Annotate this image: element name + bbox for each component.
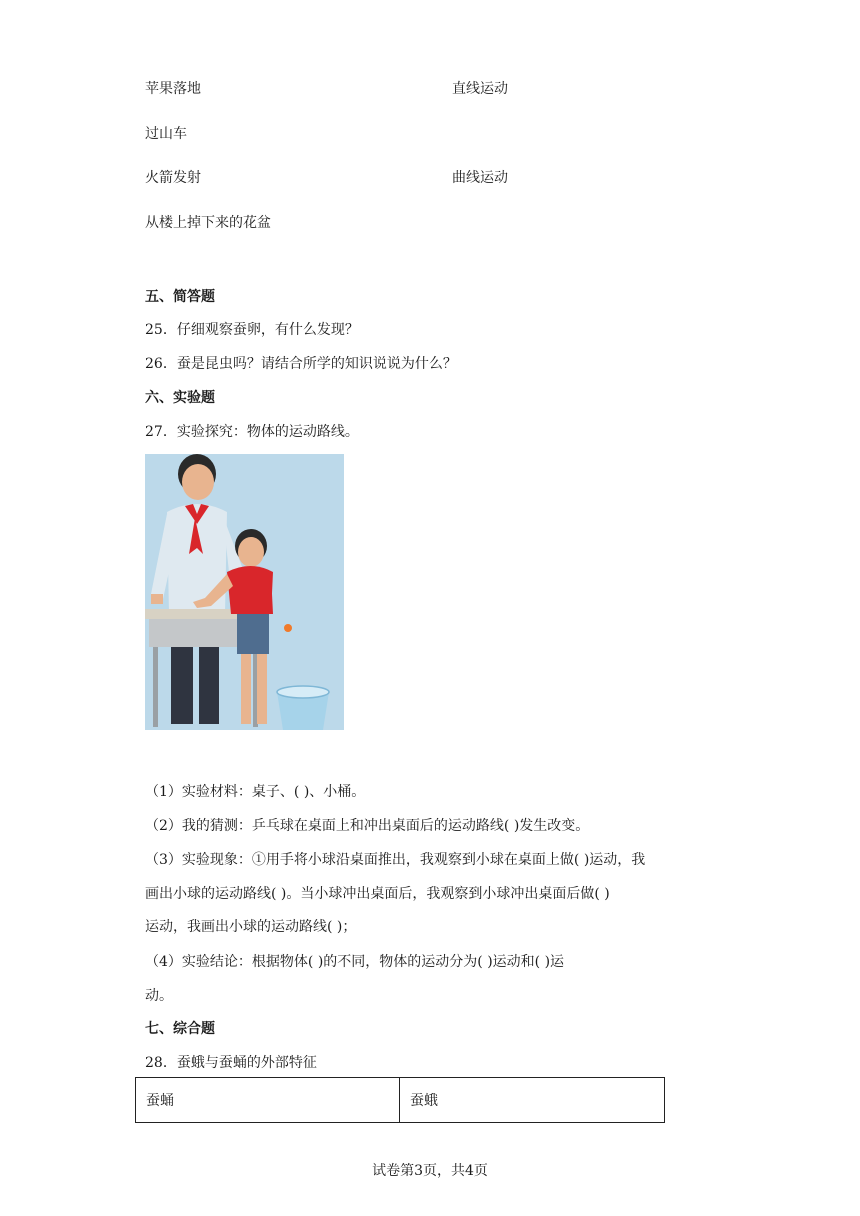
q27-part-4-line-2: 动。 xyxy=(145,988,173,1004)
table-header-pupa: 蚕蛹 xyxy=(136,1078,400,1123)
match-left-item-1: 苹果落地 xyxy=(145,81,201,97)
match-right-item-2: 曲线运动 xyxy=(452,170,508,186)
table-header-moth: 蚕蛾 xyxy=(400,1078,665,1123)
experiment-photo xyxy=(145,454,344,730)
question-26: 26．蚕是昆虫吗？请结合所学的知识说说为什么？ xyxy=(145,356,457,372)
q27-part-1: （1）实验材料：桌子、( )、小桶。 xyxy=(145,784,366,800)
question-25: 25．仔细观察蚕卵，有什么发现？ xyxy=(145,322,359,338)
match-right-item-1: 直线运动 xyxy=(452,81,508,97)
q27-part-3-line-1: （3）实验现象：①用手将小球沿桌面推出，我观察到小球在桌面上做( )运动，我 xyxy=(145,852,646,868)
section-5-heading: 五、简答题 xyxy=(145,289,215,305)
question-27: 27．实验探究：物体的运动路线。 xyxy=(145,424,359,440)
section-6-heading: 六、实验题 xyxy=(145,390,215,406)
question-28: 28．蚕蛾与蚕蛹的外部特征 xyxy=(145,1055,317,1071)
section-7-heading: 七、综合题 xyxy=(145,1021,215,1037)
features-table xyxy=(135,1077,665,1123)
table-row xyxy=(136,1078,665,1123)
match-left-item-2: 过山车 xyxy=(145,126,187,142)
q27-part-2: （2）我的猜测：乒乓球在桌面上和冲出桌面后的运动路线( )发生改变。 xyxy=(145,818,590,834)
q27-part-3-line-3: 运动，我画出小球的运动路线( )； xyxy=(145,919,357,935)
q27-part-3-line-2: 画出小球的运动路线( )。当小球冲出桌面后，我观察到小球冲出桌面后做( ) xyxy=(145,886,610,902)
match-left-item-4: 从楼上掉下来的花盆 xyxy=(145,215,271,231)
page-footer: 试卷第3页，共4页 xyxy=(372,1163,488,1179)
q27-part-4-line-1: （4）实验结论：根据物体( )的不同，物体的运动分为( )运动和( )运 xyxy=(145,954,565,970)
match-left-item-3: 火箭发射 xyxy=(145,170,201,186)
